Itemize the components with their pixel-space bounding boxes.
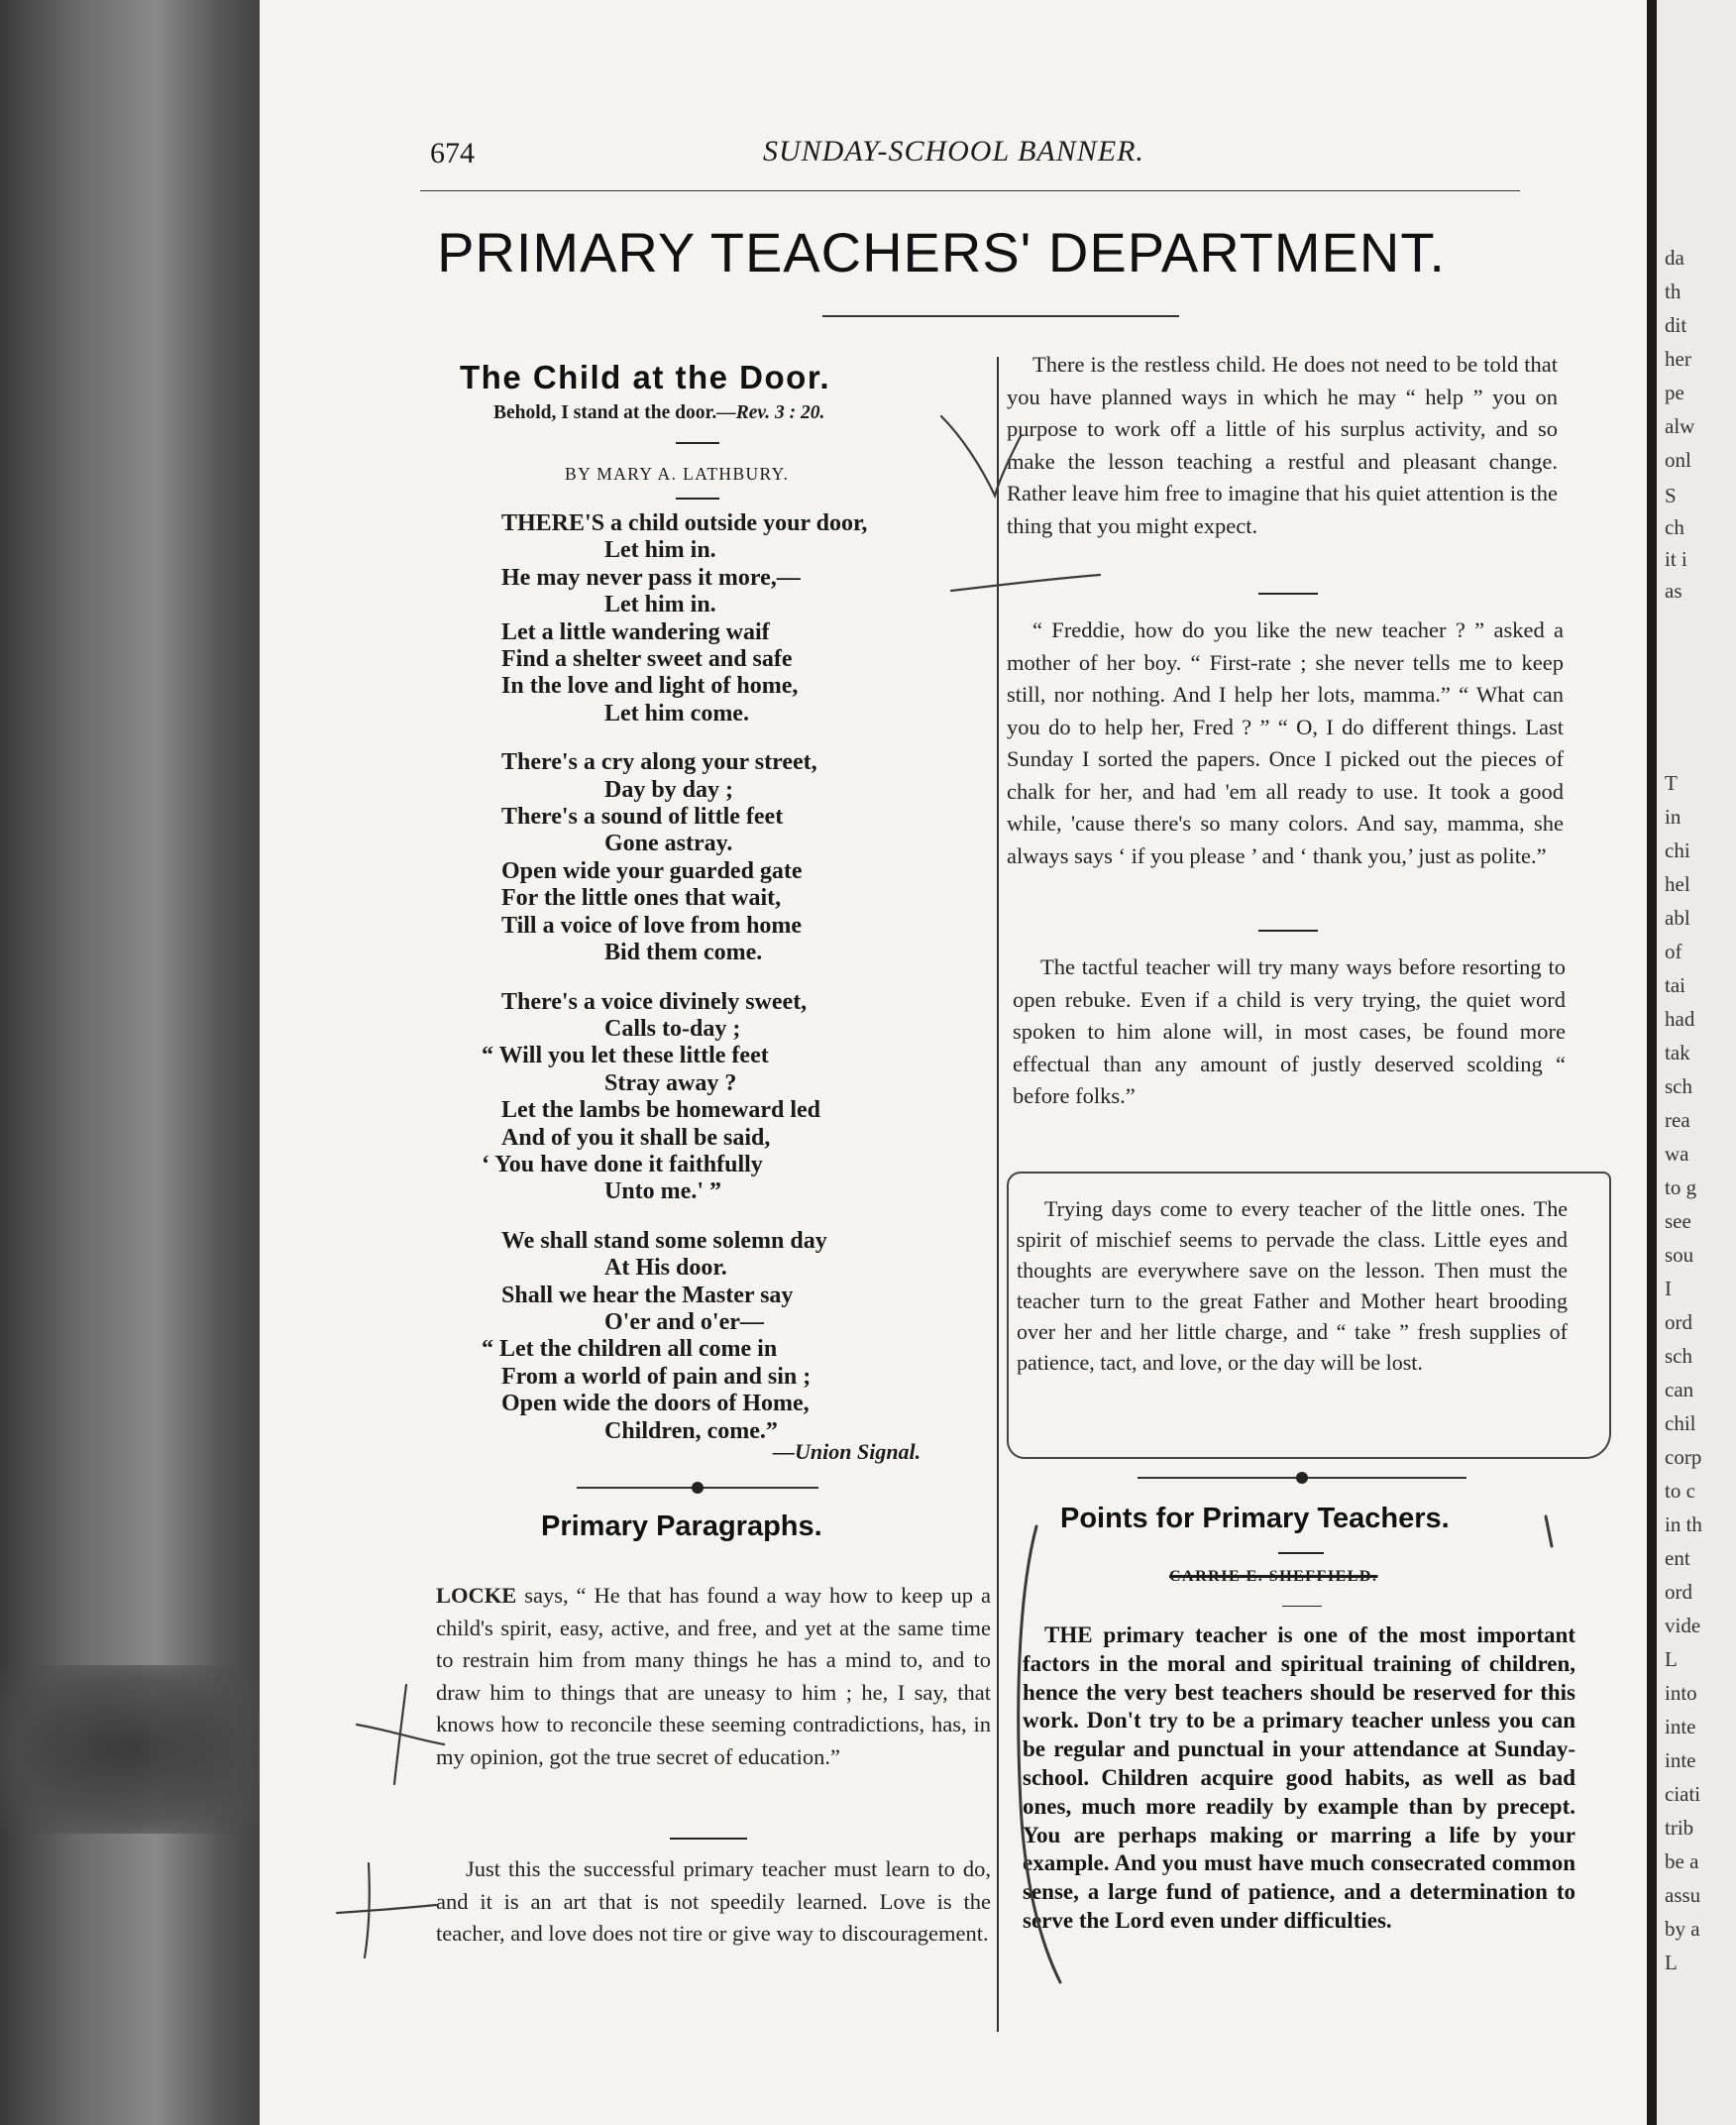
- poem-line: ‘ You have done it faithfully: [482, 1151, 763, 1177]
- poem-body: [482, 510, 977, 1467]
- divider-short: [676, 442, 719, 444]
- points-text: primary teacher is one of the most important factors in the moral and spiritual training of children, hence the very best teachers should be reserved for this work. Don't try to be a primary teacher unless you can be regular and punctual in your attendance at Sunday-school. Children acquire good habits, as well as bad ones, much more readily by example than by precept. You are perhaps making or marring a life by your example. And you must have much consecrated common sense, a large fund of patience, and a determination to serve the Lord even under difficulties.: [1023, 1622, 1575, 1933]
- poem-line: There's a cry along your street,: [501, 749, 817, 776]
- adjacent-page-fragment: had: [1665, 1007, 1695, 1031]
- adjacent-page-fragment: T: [1665, 771, 1678, 795]
- adjacent-page-fragment: ord: [1665, 1310, 1692, 1334]
- primary-paragraphs-title: Primary Paragraphs.: [541, 1510, 822, 1542]
- poem-stanza: [482, 988, 977, 1206]
- book-binding: [0, 0, 260, 2125]
- adjacent-page-fragment: trib: [1665, 1816, 1694, 1840]
- divider-short: [1258, 593, 1318, 595]
- points-paragraph: [1023, 1622, 1575, 1936]
- adjacent-page-fragment: chil: [1665, 1411, 1696, 1435]
- adjacent-page-fragment: to c: [1665, 1479, 1695, 1503]
- adjacent-page-fragment: in th: [1665, 1512, 1702, 1536]
- adjacent-page-fragment: by a: [1665, 1917, 1700, 1941]
- title-underline: [822, 315, 1179, 317]
- adjacent-page-fragment: see: [1665, 1209, 1691, 1233]
- poem-stanza: [482, 1227, 977, 1445]
- adjacent-page-fragment: S: [1665, 484, 1677, 507]
- poem-byline: BY MARY A. LATHBURY.: [565, 464, 790, 484]
- adjacent-page-fragment: da: [1665, 246, 1684, 270]
- adjacent-page-fragment: hel: [1665, 872, 1690, 896]
- poem-line: Day by day ;: [604, 776, 734, 803]
- poem-line: Open wide your guarded gate: [501, 857, 803, 884]
- poem-line: There's a sound of little feet: [501, 804, 784, 831]
- poem-line: Open wide the doors of Home,: [501, 1391, 810, 1417]
- poem-line: In the love and light of home,: [501, 673, 799, 700]
- adjacent-page-fragment: sch: [1665, 1074, 1692, 1098]
- points-title: Points for Primary Teachers.: [1060, 1503, 1450, 1534]
- adjacent-page-fragment: chi: [1665, 839, 1690, 862]
- adjacent-page-fragment: L: [1665, 1951, 1678, 1974]
- adjacent-page-fragment: L: [1665, 1647, 1678, 1671]
- adjacent-page-fragment: ch: [1665, 515, 1684, 539]
- adjacent-page-fragment: of: [1665, 940, 1682, 963]
- poem-line: Let a little wandering waif: [501, 618, 770, 645]
- page-number: 674: [430, 137, 475, 169]
- poem-line: THERE'S a child outside your door,: [501, 510, 868, 536]
- epigraph-reference: —Rev. 3 : 20.: [716, 402, 825, 423]
- adjacent-page-fragment: can: [1665, 1378, 1694, 1401]
- section-ornament: [1138, 1477, 1466, 1479]
- freddie-paragraph: “ Freddie, how do you like the new teacher ? ” asked a mother of her boy. “ First-rate ; she never tells me to keep still, nor nothing. And I help her lots, mamma.” “ What can you do to help her, Fred ? ” “ O, I do different things. Last Sunday I sorted the papers. Once I picked out the pieces of chalk for her, and had 'em all ready to use. It took a good while, 'cause there's so many colors. And say, mamma, she always says ‘ if you please ’ and ‘ thank you,’ just as polite.”: [1007, 617, 1564, 868]
- restless-child-paragraph: There is the restless child. He does not need to be told that you have planned ways in which he may “ help ” you on purpose to work off a little of his surplus activity, and so make the lesson teaching a restful and pleasant change. Rather leave him free to imagine that his quiet attention is the thing that you might expect.: [1007, 352, 1558, 538]
- poem-line: “ Will you let these little feet: [482, 1043, 769, 1069]
- poem-line: Till a voice of love from home: [501, 912, 803, 939]
- running-head: SUNDAY-SCHOOL BANNER.: [763, 135, 1144, 168]
- adjacent-page-fragment: abl: [1665, 906, 1690, 930]
- poem-line: Let him in.: [604, 537, 716, 564]
- divider-short: [1258, 930, 1318, 932]
- adjacent-page-fragment: into: [1665, 1681, 1697, 1705]
- adjacent-page-fragment: onl: [1665, 448, 1691, 472]
- adjacent-page-fragment: I: [1665, 1277, 1672, 1300]
- adjacent-page-fragment: sou: [1665, 1243, 1694, 1267]
- header-rule: [420, 190, 1520, 191]
- adjacent-page-fragment: to g: [1665, 1175, 1697, 1199]
- binding-stain: [0, 1665, 260, 1834]
- poem-line: And of you it shall be said,: [501, 1124, 771, 1151]
- adjacent-page-edge: [1647, 0, 1736, 2125]
- adjacent-page-fragment: it i: [1665, 547, 1687, 571]
- poem-line: From a world of pain and sin ;: [501, 1363, 812, 1390]
- adjacent-page-fragment: tak: [1665, 1041, 1690, 1064]
- poem-stanza: [501, 510, 977, 727]
- adjacent-page-fragment: sch: [1665, 1344, 1692, 1368]
- adjacent-page-fragment: vide: [1665, 1614, 1701, 1637]
- section-ornament: [577, 1487, 818, 1489]
- poem-stanza: [501, 749, 977, 966]
- adjacent-page-fragment: ent: [1665, 1546, 1690, 1570]
- adjacent-page-fragment: th: [1665, 280, 1682, 303]
- adjacent-page-fragment: in: [1665, 805, 1682, 829]
- poem-line: Gone astray.: [604, 831, 733, 857]
- locke-text: says, “ He that has found a way how to keep up a child's spirit, easy, active, and free, and yet at the same time to restrain him from many things he has a mind to, and to draw him to things that are uneasy to him ; he, I say, that knows how to reconcile these seeming contradictions, has, in my opinion, got the true secret of education.”: [436, 1583, 991, 1769]
- poem-line: Bid them come.: [604, 940, 763, 966]
- adjacent-page-fragment: assu: [1665, 1883, 1701, 1907]
- divider-short: [1282, 1606, 1322, 1607]
- poem-line: “ Let the children all come in: [482, 1336, 778, 1363]
- poem-title: The Child at the Door.: [460, 359, 831, 395]
- locke-paragraph: [436, 1580, 991, 1773]
- points-byline: CARRIE E. SHEFFIELD.: [1169, 1568, 1378, 1585]
- adjacent-page-fragment: be a: [1665, 1849, 1699, 1873]
- poem-source: —Union Signal.: [773, 1439, 922, 1464]
- locke-lead: LOCKE: [436, 1583, 517, 1608]
- poem-line: Let him come.: [604, 700, 749, 727]
- adjacent-page-fragment: dit: [1665, 313, 1687, 337]
- adjacent-page-fragment: ciati: [1665, 1782, 1701, 1806]
- department-title: PRIMARY TEACHERS' DEPARTMENT.: [437, 221, 1446, 283]
- poem-line: Children, come.”: [604, 1417, 778, 1444]
- poem-line: Stray away ?: [604, 1069, 737, 1096]
- adjacent-page-fragment: tai: [1665, 973, 1685, 997]
- poem-line: There's a voice divinely sweet,: [501, 988, 808, 1015]
- poem-line: Shall we hear the Master say: [501, 1282, 794, 1308]
- poem-line: He may never pass it more,—: [501, 564, 801, 591]
- tactful-paragraph: The tactful teacher will try many ways before resorting to open rebuke. Even if a child is very trying, the quiet word spoken to him alone will, in most cases, be found more effectual than any amount of justly deserved scolding “ before folks.”: [1013, 954, 1566, 1108]
- adjacent-page-fragment: rea: [1665, 1108, 1690, 1132]
- adjacent-page-fragment: ord: [1665, 1580, 1692, 1604]
- poem-line: Unto me.' ”: [604, 1178, 721, 1205]
- adjacent-page-fragment: pe: [1665, 381, 1684, 404]
- divider-short: [676, 498, 719, 500]
- poem-line: We shall stand some solemn day: [501, 1227, 827, 1254]
- poem-epigraph: [493, 402, 824, 424]
- poem-line: For the little ones that wait,: [501, 885, 782, 912]
- points-lead: THE: [1044, 1622, 1093, 1647]
- adjacent-page-fragment: as: [1665, 579, 1682, 603]
- adjacent-page-fragment: her: [1665, 347, 1691, 371]
- poem-line: Find a shelter sweet and safe: [501, 646, 793, 673]
- epigraph-text: Behold, I stand at the door.: [493, 402, 717, 423]
- adjacent-page-fragment: corp: [1665, 1445, 1702, 1469]
- divider-short: [670, 1838, 747, 1840]
- adjacent-page-fragment: inte: [1665, 1748, 1696, 1772]
- adjacent-page-fragment: alw: [1665, 414, 1695, 438]
- just-this-paragraph: Just this the successful primary teacher must learn to do, and it is an art that is not speedily learned. Love is the teacher, and love does not tire or give way to discouragement.: [436, 1856, 991, 1946]
- poem-line: Calls to-day ;: [604, 1015, 741, 1042]
- column-divider: [997, 357, 999, 2032]
- poem-line: O'er and o'er—: [604, 1308, 764, 1335]
- trying-days-paragraph: Trying days come to every teacher of the little ones. The spirit of mischief seems to pervade the class. Little eyes and thoughts are everywhere save on the lesson. Then must the teacher turn to the great Father and Mother heart brooding over her and her little charge, and “ take ” fresh supplies of patience, tact, and love, or the day will be lost.: [1017, 1196, 1568, 1375]
- poem-line: At His door.: [604, 1255, 727, 1282]
- adjacent-page-fragment: wa: [1665, 1142, 1689, 1166]
- divider-short: [1278, 1552, 1324, 1554]
- poem-line: Let the lambs be homeward led: [501, 1097, 820, 1124]
- adjacent-page-fragment: inte: [1665, 1715, 1696, 1738]
- poem-line: Let him in.: [604, 592, 716, 618]
